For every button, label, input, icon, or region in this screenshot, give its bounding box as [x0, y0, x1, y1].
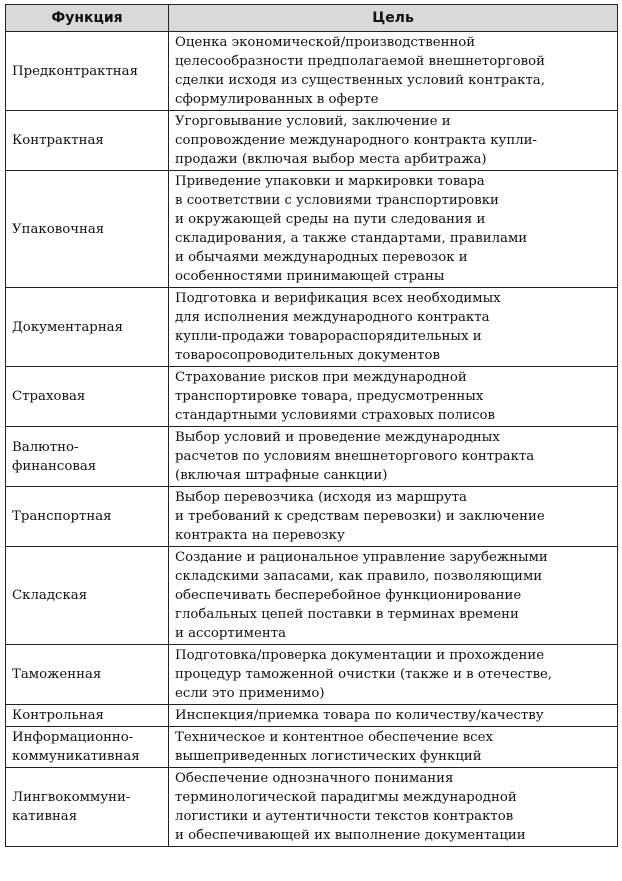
function-cell — [6, 487, 169, 547]
goal-text-line: складскими запасами, как правило, позволяющими — [175, 569, 543, 584]
function-name-line: коммуникативная — [12, 749, 140, 764]
goal-cell — [169, 727, 618, 768]
goal-text-line: сопровождение международного контракта купли- — [175, 133, 538, 148]
goal-text-line: стандартными условиями страховых полисов — [175, 408, 496, 423]
goal-text-line: Инспекция/приемка товара по количеству/качеству — [175, 708, 544, 723]
goal-text-line: для исполнения международного контракта — [175, 310, 490, 325]
function-name-line: Таможенная — [12, 667, 102, 682]
table-row — [6, 171, 618, 288]
function-name-line: Валютно- — [12, 439, 79, 455]
table-row — [6, 288, 618, 367]
table-row — [6, 427, 618, 487]
function-name-line: Складская — [12, 588, 88, 603]
function-cell — [6, 427, 169, 487]
goal-text-line: терминологической парадигмы международной — [175, 790, 517, 805]
goal-text-line: товаросопроводительных документов — [175, 348, 440, 363]
function-name-line: Транспортная — [12, 509, 112, 524]
goal-text-line: Техническое и контентное обеспечение всех — [175, 730, 493, 745]
table-row — [6, 645, 618, 705]
goal-text-line: обеспечивать бесперебойное функционирование — [175, 588, 522, 603]
goal-cell — [169, 427, 618, 487]
function-cell — [6, 111, 169, 171]
goal-text-line: транспортировке товара, предусмотренных — [175, 389, 484, 404]
goal-cell — [169, 768, 618, 847]
goal-cell — [169, 547, 618, 645]
goal-text-line: логистики и аутентичности текстов контрактов — [175, 809, 514, 824]
goal-text-line: сформулированных в оферте — [175, 92, 379, 107]
goal-text-line: продажи (включая выбор места арбитража) — [175, 152, 487, 167]
function-cell — [6, 171, 169, 288]
function-name-line: Контрактная — [12, 133, 104, 148]
table-row — [6, 547, 618, 645]
goal-text-line: Подготовка и верификация всех необходимых — [175, 291, 501, 306]
function-name-line: кативная — [12, 809, 78, 824]
function-cell — [6, 32, 169, 111]
goal-text-line: Подготовка/проверка документации и прохождение — [175, 648, 545, 663]
goal-text-line: Страхование рисков при международной — [175, 370, 467, 385]
function-cell — [6, 768, 169, 847]
goal-text-line: Оценка экономической/производственной — [175, 35, 476, 50]
goal-cell — [169, 111, 618, 171]
goal-cell — [169, 487, 618, 547]
goal-cell — [169, 32, 618, 111]
function-name-line: Информационно- — [12, 730, 134, 745]
goal-text-line: и требований к средствам перевозки) и заключение — [175, 509, 545, 524]
logistics-functions-table — [5, 4, 618, 847]
column-header-goal: Цель — [169, 5, 618, 32]
function-name-line: Контрольная — [12, 708, 104, 723]
goal-text-line: расчетов по условиям внешнеторгового контракта — [175, 449, 535, 464]
column-header-function: Функция — [6, 5, 169, 32]
function-cell — [6, 547, 169, 645]
goal-text-line: особенностями принимающей страны — [175, 269, 445, 284]
goal-text-line: и обычаями международных перевозок и — [175, 250, 468, 265]
table-row — [6, 487, 618, 547]
goal-text-line: глобальных цепей поставки в терминах времени — [175, 607, 519, 622]
table-header-row — [6, 5, 618, 32]
table-row — [6, 768, 618, 847]
goal-text-line: сделки исходя из существенных условий контракта, — [175, 73, 545, 88]
table-row — [6, 32, 618, 111]
goal-cell — [169, 288, 618, 367]
function-name-line: Упаковочная — [12, 221, 105, 237]
goal-text-line: и окружающей среды на пути следования и — [175, 212, 486, 227]
goal-text-line: Выбор перевозчика (исходя из маршрута — [175, 490, 467, 505]
goal-text-line: в соответствии с условиями транспортировки — [175, 193, 499, 208]
goal-cell — [169, 645, 618, 705]
goal-text-line: Обеспечение однозначного понимания — [175, 771, 454, 786]
function-cell — [6, 288, 169, 367]
function-name-line: Документарная — [12, 319, 123, 335]
goal-text-line: Приведение упаковки и маркировки товара — [175, 174, 485, 189]
function-name-line: Страховая — [12, 389, 86, 404]
goal-text-line: и ассортимента — [175, 626, 287, 641]
goal-text-line: Выбор условий и проведение международных — [175, 430, 500, 445]
table-row — [6, 727, 618, 768]
table-row — [6, 367, 618, 427]
goal-text-line: вышеприведенных логистических функций — [175, 749, 482, 764]
table-row — [6, 705, 618, 727]
goal-text-line: контракта на перевозку — [175, 528, 345, 543]
goal-text-line: и обеспечивающей их выполнение документации — [175, 828, 526, 843]
goal-text-line: Угорговывание условий, заключение и — [175, 114, 451, 129]
goal-text-line: (включая штрафные санкции) — [175, 468, 388, 483]
goal-text-line: складирования, а также стандартами, правилами — [175, 231, 528, 246]
goal-text-line: процедур таможенной очистки (также и в отечестве, — [175, 667, 553, 682]
function-name-line: Предконтрактная — [12, 63, 138, 79]
table-body — [6, 32, 618, 847]
goal-cell — [169, 367, 618, 427]
goal-text-line: целесообразности предполагаемой внешнеторговой — [175, 54, 546, 69]
function-cell — [6, 727, 169, 768]
function-cell — [6, 645, 169, 705]
goal-cell — [169, 705, 618, 727]
goal-text-line: купли-продажи товарораспорядительных и — [175, 329, 482, 344]
function-cell — [6, 705, 169, 727]
function-cell — [6, 367, 169, 427]
goal-text-line: Создание и рациональное управление зарубежными — [175, 550, 548, 565]
goal-cell — [169, 171, 618, 288]
table-row — [6, 111, 618, 171]
goal-text-line: если это применимо) — [175, 686, 325, 701]
function-name-line: финансовая — [12, 458, 97, 474]
function-name-line: Лингвокоммуни- — [12, 790, 131, 805]
